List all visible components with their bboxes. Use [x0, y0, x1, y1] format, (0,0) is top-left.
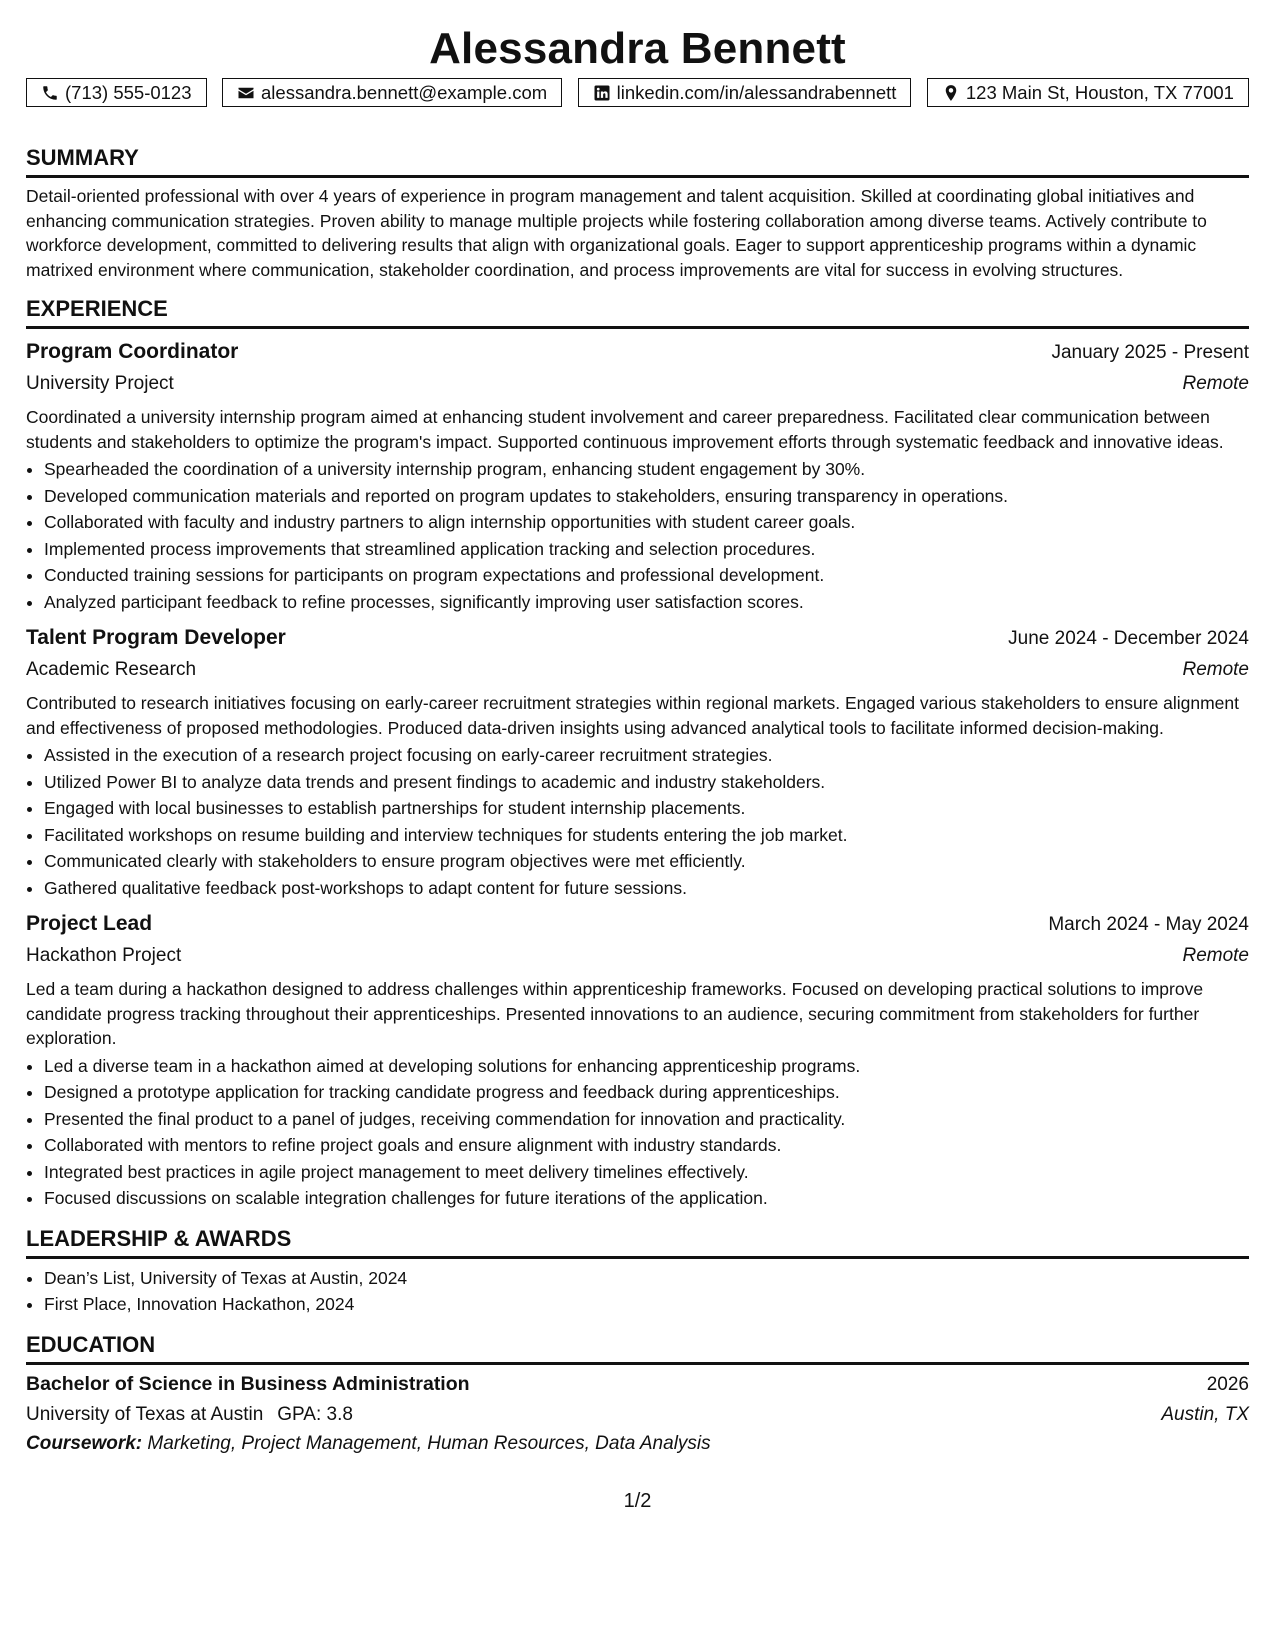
job-bullets — [26, 1053, 1249, 1212]
list-item: • Integrated best practices in agile project management to meet delivery timelines effectively. — [44, 1159, 1249, 1186]
school-location: Austin, TX — [1161, 1403, 1249, 1425]
job-date: June 2024 - December 2024 — [1008, 628, 1249, 649]
job-location: Remote — [1182, 945, 1249, 966]
awards-heading: LEADERSHIP & AWARDS — [26, 1226, 1249, 1259]
list-item: • Gathered qualitative feedback post-workshops to adapt content for future sessions. — [44, 875, 1249, 902]
gpa: GPA: 3.8 — [277, 1403, 353, 1425]
job-title: Talent Program Developer — [26, 626, 286, 649]
summary-text: Detail-oriented professional with over 4 years of experience in program management and talent acquisition. Skilled at coordinating global initiatives and enhancing communication strategies. Proven ability to manage multiple projects while fostering collaboration among diverse teams. Actively contribute to workforce development, committed to delivering results that align with organizational goals. Eager to support apprenticeship programs within a dynamic matrixed environment where communication, stakeholder coordination, and process improvements are vital for success in evolving structures. — [26, 186, 1207, 280]
job-organization: University Project — [26, 373, 174, 394]
list-item: • Analyzed participant feedback to refine processes, significantly improving user satisfaction scores. — [44, 589, 1249, 616]
job-date: March 2024 - May 2024 — [1048, 914, 1249, 935]
list-item: • Utilized Power BI to analyze data trends and present findings to academic and industry stakeholders. — [44, 769, 1249, 796]
list-item: • Led a diverse team in a hackathon aimed at developing solutions for enhancing apprenticeship programs. — [44, 1053, 1249, 1080]
summary-heading: SUMMARY — [26, 145, 1249, 178]
awards-section — [26, 1226, 1249, 1318]
list-item: • Collaborated with mentors to refine project goals and ensure alignment with industry standards. — [44, 1132, 1249, 1159]
education-heading: EDUCATION — [26, 1332, 1249, 1365]
job-location: Remote — [1182, 659, 1249, 680]
job-bullets — [26, 456, 1249, 615]
list-item: • Communicated clearly with stakeholders to ensure program objectives were met efficiently. — [44, 848, 1249, 875]
job-entry — [26, 337, 1249, 615]
list-item: • Implemented process improvements that streamlined application tracking and selection procedures. — [44, 536, 1249, 563]
contact-phone[interactable] — [26, 78, 207, 107]
contact-linkedin-text: linkedin.com/in/alessandrabennett — [616, 81, 897, 103]
contact-linkedin[interactable] — [578, 78, 912, 107]
job-description: Contributed to research initiatives focusing on early-career recruitment strategies within regional markets. Engaged various stakeholders to ensure alignment and effectiveness of proposed methodologies. Produced data-driven insights using advanced analytical tools to facilitate informed decision-making. — [26, 693, 1239, 738]
job-title: Program Coordinator — [26, 340, 239, 363]
contact-phone-text: (713) 555-0123 — [65, 81, 192, 103]
experience-section — [26, 296, 1249, 1212]
list-item: • Developed communication materials and reported on program updates to stakeholders, ensuring transparency in operations. — [44, 483, 1249, 510]
contact-bar — [26, 78, 1249, 107]
education-section — [26, 1332, 1249, 1458]
map-pin-icon — [942, 84, 960, 102]
list-item: • Spearheaded the coordination of a university internship program, enhancing student engagement by 30%. — [44, 456, 1249, 483]
school-name: University of Texas at Austin — [26, 1403, 264, 1425]
phone-icon — [41, 84, 59, 102]
list-item: • First Place, Innovation Hackathon, 2024 — [44, 1291, 1249, 1318]
job-entry — [26, 909, 1249, 1212]
job-organization: Academic Research — [26, 659, 197, 680]
job-title: Project Lead — [26, 912, 153, 935]
contact-address[interactable] — [927, 78, 1249, 107]
job-date: January 2025 - Present — [1051, 342, 1249, 363]
list-item: • Assisted in the execution of a research project focusing on early-career recruitment strategies. — [44, 742, 1249, 769]
list-item: • Engaged with local businesses to establish partnerships for student internship placements. — [44, 795, 1249, 822]
candidate-name: Alessandra Bennett — [429, 24, 846, 73]
list-item: • Designed a prototype application for tracking candidate progress and feedback during apprenticeships. — [44, 1079, 1249, 1106]
degree-title: Bachelor of Science in Business Administration — [26, 1372, 470, 1395]
list-item: • Conducted training sessions for participants on program expectations and professional development. — [44, 562, 1249, 589]
coursework-list: Marketing, Project Management, Human Resources, Data Analysis — [147, 1432, 711, 1454]
page-number: 1/2 — [623, 1490, 652, 1512]
list-item: • Collaborated with faculty and industry partners to align internship opportunities with student career goals. — [44, 509, 1249, 536]
graduation-year: 2026 — [1206, 1373, 1249, 1395]
envelope-icon — [237, 84, 255, 102]
job-description: Led a team during a hackathon designed to address challenges within apprenticeship frameworks. Focused on developing practical solutions to improve candidate progress tracking throughout their apprenticeships. Presented innovations to an audience, securing commitment from stakeholders for further exploration. — [26, 979, 1204, 1048]
job-bullets — [26, 742, 1249, 901]
contact-address-text: 123 Main St, Houston, TX 77001 — [965, 81, 1234, 103]
job-entry — [26, 623, 1249, 901]
contact-email-text: alessandra.bennett@example.com — [261, 81, 548, 103]
linkedin-icon — [593, 84, 611, 102]
coursework-label: Coursework: — [26, 1432, 143, 1454]
coursework — [26, 1429, 1249, 1458]
job-description: Coordinated a university internship program aimed at enhancing student involvement and career preparedness. Facilitated clear communication between students and stakeholders to optimize the program's impact. Supported continuous improvement efforts through systematic feedback and innovative ideas. — [26, 407, 1224, 452]
job-organization: Hackathon Project — [26, 945, 182, 966]
experience-heading: EXPERIENCE — [26, 296, 1249, 329]
list-item: • Dean’s List, University of Texas at Austin, 2024 — [44, 1265, 1249, 1292]
list-item: • Focused discussions on scalable integration challenges for future iterations of the application. — [44, 1185, 1249, 1212]
awards-list — [26, 1265, 1249, 1318]
summary-section — [26, 145, 1249, 282]
job-location: Remote — [1182, 373, 1249, 394]
contact-email[interactable] — [222, 78, 562, 107]
list-item: • Facilitated workshops on resume building and interview techniques for students entering the job market. — [44, 822, 1249, 849]
list-item: • Presented the final product to a panel of judges, receiving commendation for innovation and practicality. — [44, 1106, 1249, 1133]
